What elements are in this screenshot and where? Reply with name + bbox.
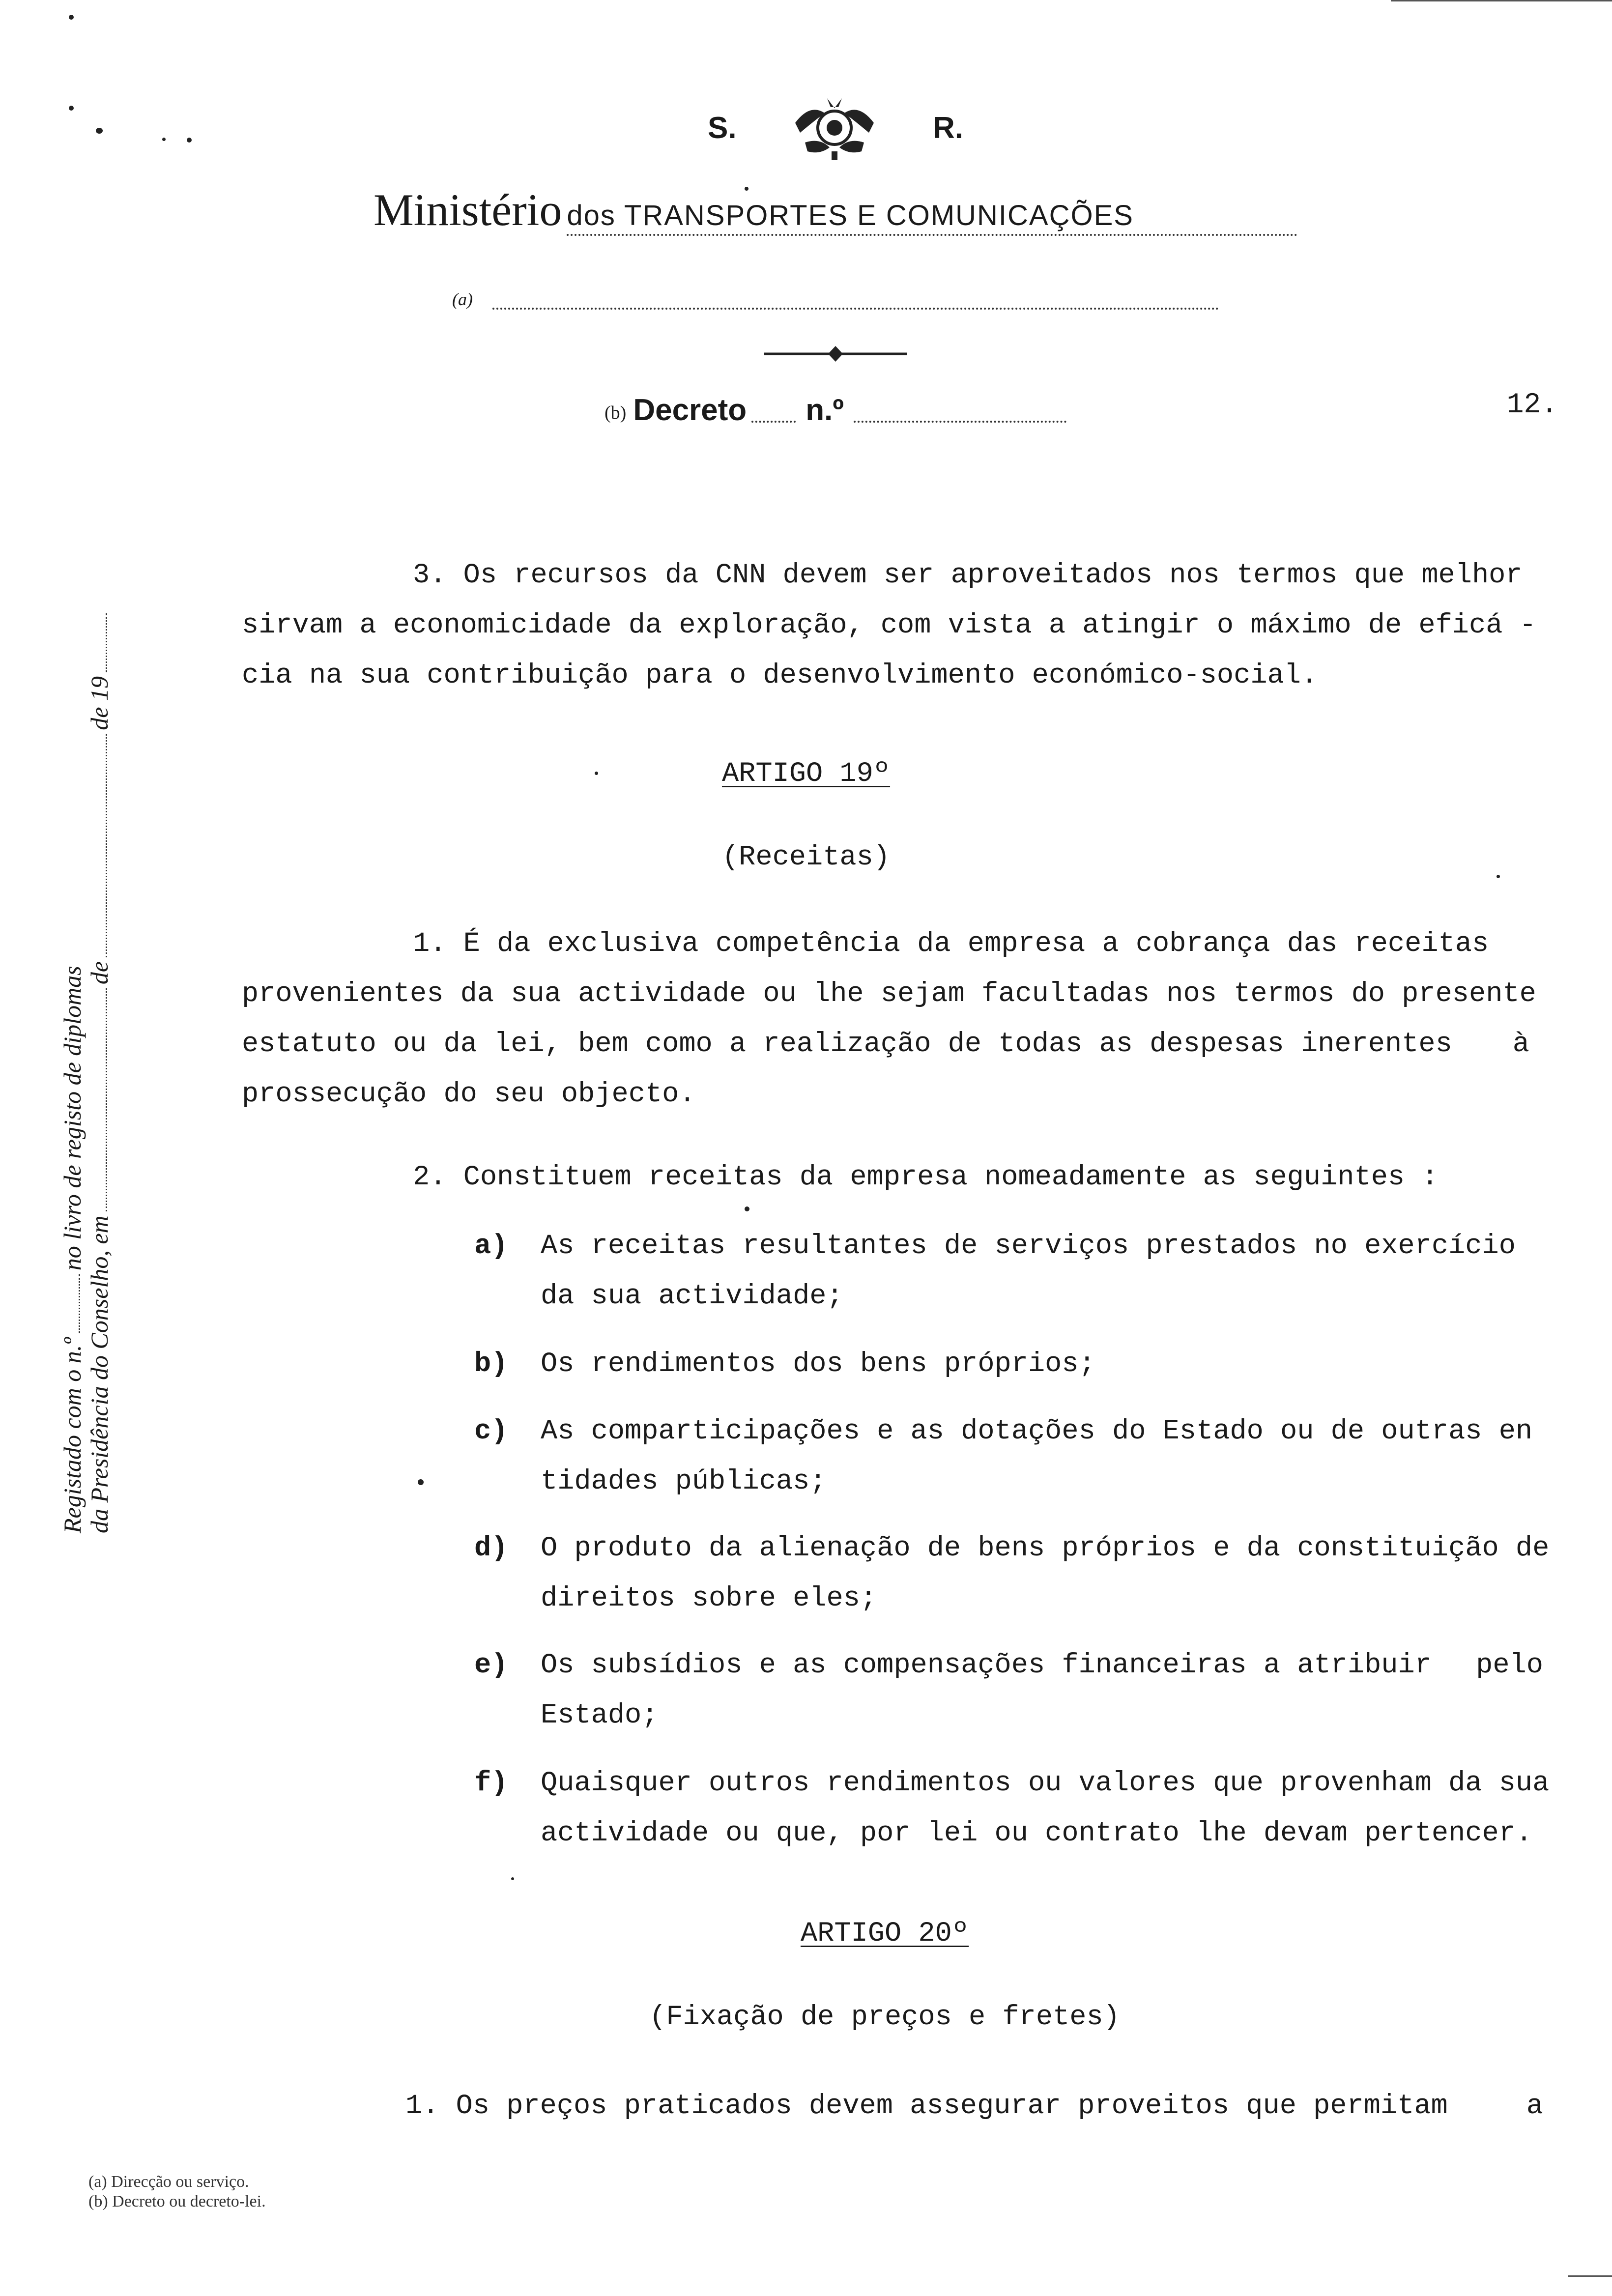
art19-p1-line-3-end: à (1512, 1029, 1529, 1060)
scan-speck (418, 1479, 424, 1485)
item-e-line-2: Estado; (541, 1700, 659, 1731)
direction-label: (a) (452, 289, 473, 309)
registry-dotted-field (106, 988, 107, 1211)
registry-text-2c: de 19 (86, 676, 113, 730)
registry-dotted-field (106, 613, 107, 672)
art19-p1-line-3-text: estatuto ou da lei, bem como a realização de todas as despesas inerentes (242, 1029, 1452, 1060)
decreto-number-dotted-field (854, 421, 1066, 423)
decreto-line (604, 383, 1066, 428)
item-b-line-1: Os rendimentos dos bens próprios; (541, 1349, 1095, 1380)
item-e-line-1-text: Os subsídios e as compensações financeiras a atribuir (541, 1650, 1432, 1681)
item-f-letter: f) (474, 1768, 508, 1799)
art20-p1-line-1-end: a (1526, 2091, 1543, 2122)
art20-p1-line-1 (405, 2081, 1543, 2131)
item-c-letter: c) (474, 1416, 508, 1447)
direction-dotted-field (492, 303, 1219, 310)
item-f-line-1: Quaisquer outros rendimentos ou valores que provenham da sua (541, 1768, 1550, 1799)
art19-p1-line-2: provenientes da sua actividade ou lhe sejam facultadas nos termos do presente (242, 978, 1536, 1010)
coat-of-arms-icon (780, 93, 889, 162)
decreto-number-label: n.º (806, 393, 844, 427)
item-d-letter: d) (474, 1533, 508, 1564)
art19-p1-line-4: prossecução do seu objecto. (242, 1079, 696, 1110)
scan-speck (187, 138, 192, 143)
registry-line-1 (59, 609, 86, 1533)
scan-speck (1497, 875, 1500, 878)
side-registry (59, 609, 113, 1533)
divider-ornament-icon (764, 344, 907, 364)
registry-text-2a: da Presidência do Conselho, em (86, 1215, 113, 1533)
art19-p1-line-3 (242, 1019, 1529, 1069)
ministry-word: Ministério (374, 185, 562, 235)
ministry-line (374, 182, 1297, 236)
registry-text-2b: de (86, 961, 113, 985)
scan-speck (745, 1206, 749, 1211)
article-19-subtitle: (Receitas) (721, 842, 891, 873)
page-number: 12. (1506, 389, 1558, 421)
ministry-department: dos TRANSPORTES E COMUNICAÇÕES (567, 199, 1297, 236)
item-a-line-2: da sua actividade; (541, 1281, 843, 1312)
scan-speck (69, 106, 74, 111)
scan-speck (96, 128, 103, 134)
item-e-line-1-end: pelo (1476, 1650, 1543, 1681)
scan-speck (69, 15, 74, 20)
item-a-line-1: As receitas resultantes de serviços prestados no exercício (541, 1231, 1516, 1262)
article-20-title: ARTIGO 20º (800, 1918, 969, 1950)
item-e-line-1 (541, 1640, 1543, 1691)
scan-speck (595, 772, 598, 775)
registry-dotted-field (106, 734, 107, 957)
registry-text-1b: no livro de registo de diplomas (58, 966, 86, 1271)
footnote-b: (b) Decreto ou decreto-lei. (88, 2192, 266, 2210)
item-d-line-1: O produto da alienação de bens próprios e da constituição de (541, 1533, 1550, 1564)
item-d-line-2: direitos sobre eles; (541, 1583, 877, 1614)
scan-speck (745, 187, 748, 191)
decreto-note-marker: (b) (604, 402, 627, 423)
item-c-line-1: As comparticipações e as dotações do Estado ou de outras en (541, 1416, 1533, 1447)
item-c-line-2: tidades públicas; (541, 1466, 827, 1497)
sr-right-letter: R. (933, 111, 963, 145)
scan-speck (511, 1877, 514, 1880)
paragraph-3-line-1: 3. Os recursos da CNN devem ser aproveitados nos termos que melhor (413, 560, 1523, 591)
registry-dotted-field (79, 1274, 80, 1333)
scan-edge-line (1568, 2275, 1612, 2277)
item-e-letter: e) (474, 1650, 508, 1681)
decreto-label: Decreto (633, 393, 747, 427)
item-a-letter: a) (474, 1231, 508, 1262)
item-b-letter: b) (474, 1349, 508, 1380)
footnote-a: (a) Direcção ou serviço. (88, 2173, 249, 2191)
registry-text-1a: Registado com o n.º (58, 1337, 86, 1533)
art19-p1-line-1: 1. É da exclusiva competência da empresa a cobrança das receitas (413, 928, 1489, 960)
sr-left-letter: S. (708, 111, 737, 145)
direction-line (452, 275, 1219, 310)
paragraph-3-line-2: sirvam a economicidade da exploração, com vista a atingir o máximo de eficá - (242, 610, 1536, 641)
article-19-title: ARTIGO 19º (721, 758, 891, 790)
art20-p1-line-1-text: 1. Os preços praticados devem assegurar proveitos que permitam (405, 2091, 1448, 2122)
scan-edge-line (1391, 0, 1612, 1)
registry-line-2 (86, 609, 113, 1533)
item-f-line-2: actividade ou que, por lei ou contrato lhe devam pertencer. (541, 1818, 1533, 1849)
scan-speck (162, 138, 166, 141)
decreto-dotted-field (751, 421, 796, 423)
article-20-subtitle: (Fixação de preços e fretes) (649, 2002, 1120, 2033)
paragraph-3-line-3: cia na sua contribuição para o desenvolvimento económico-social. (242, 660, 1318, 691)
art19-p2-intro: 2. Constituem receitas da empresa nomeadamente as seguintes : (413, 1162, 1439, 1193)
sr-header (708, 93, 963, 162)
